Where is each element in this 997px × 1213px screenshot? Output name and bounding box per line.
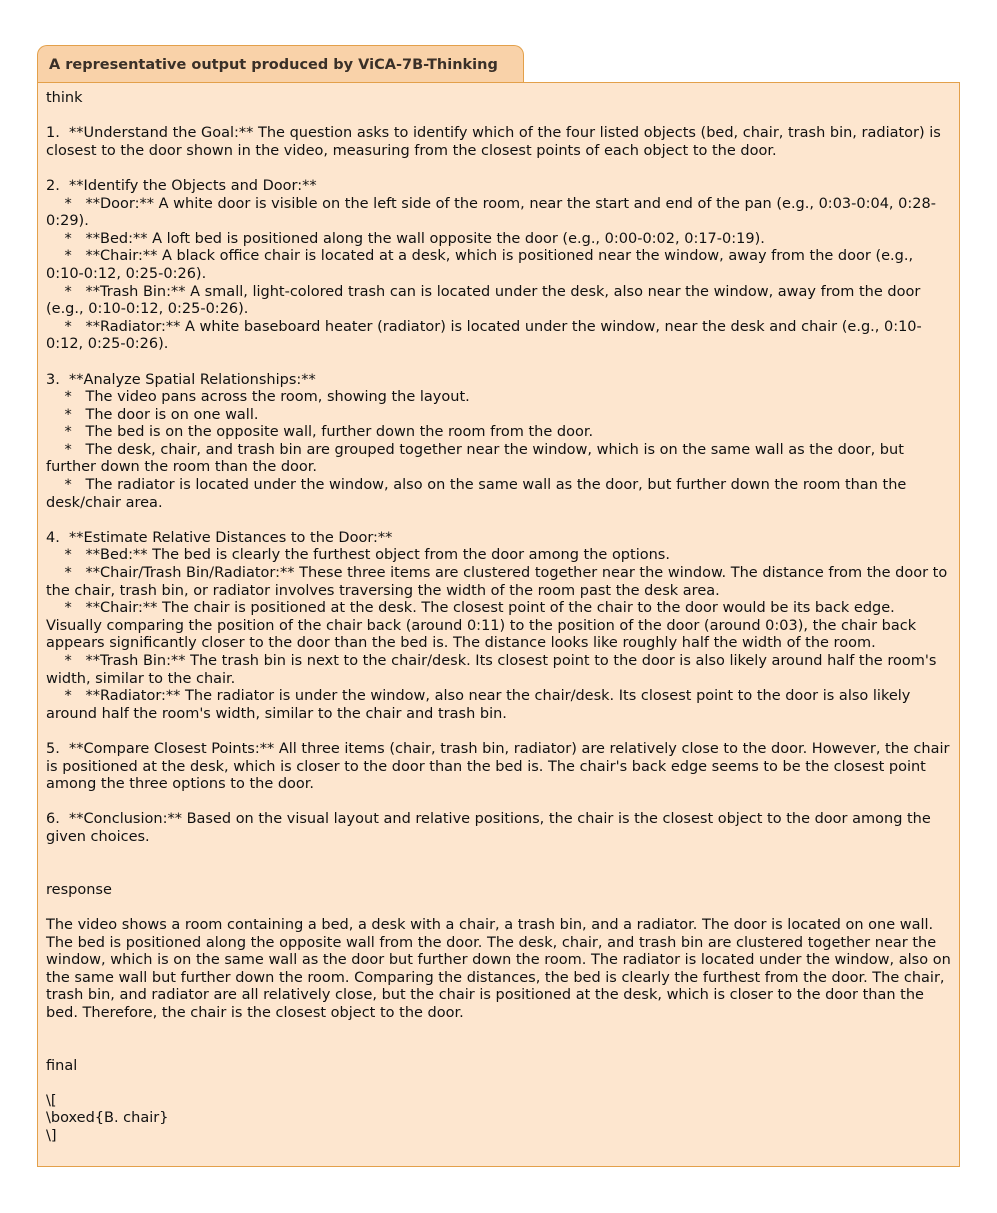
output-title-tab [37,45,524,83]
response-text: The video shows a room containing a bed, a desk with a chair, a trash bin, and a radiator. The door is located on one wall. The bed is positioned along the opposite wall from the door. The desk, chair, and trash bin are clustered together near the window, which is on the same wall as the door but further down the room. The radiator is located under the window, also on the same wall but further down the room. Comparing the distances, the bed is clearly the furthest from the door. The chair, trash bin, and radiator are all relatively close, but the chair is positioned at the desk, which is closer to the door than the bed. Therefore, the chair is the closest object to the door. [46,916,956,1021]
final-label: final [46,1057,78,1074]
final-answer-line: \[ [46,1092,57,1109]
output-panel [37,82,960,1167]
think-step-relative-distances: 4. **Estimate Relative Distances to the Door:** * **Bed:** The bed is clearly the furthest object from the door among the options. * **Chair/Trash Bin/Radiator:** These three items are clustered together near the window. The distance from the door to the chair, trash bin, or radiator involves traversing the width of the room past the desk area. * **Chair:** The chair is positioned at the desk. The closest point of the chair to the door would be its back edge. Visually comparing the position of the chair back (around 0:11) to the position of the door (around 0:03), the chair back appears significantly closer to the door than the bed is. The distance looks like roughly half the width of the room. * **Trash Bin:** The trash bin is next to the chair/desk. Its closest point to the door is also likely around half the room's width, similar to the chair. * **Radiator:** The radiator is under the window, also near the chair/desk. Its closest point to the door is also likely around half the room's width, similar to the chair and trash bin. [46,529,948,722]
think-step-compare-points: 5. **Compare Closest Points:** All three items (chair, trash bin, radiator) are relatively close to the door. However, the chair is positioned at the desk, which is closer to the door than the bed is. The chair's back edge seems to be the closest point among the three options to the door. [46,740,955,793]
final-answer-boxed: \boxed{B. chair} [46,1110,169,1127]
think-step-spatial-relationships: 3. **Analyze Spatial Relationships:** * The video pans across the room, showing the layout. * The door is on one wall. * The bed is on the opposite wall, further down the room from the door. * The desk, chair, and trash bin are grouped together near the window, which is on the same wall as the door, but further down the room than the door. * The radiator is located under the window, also on the same wall as the door, but further down the room than the desk/chair area. [46,371,907,511]
think-step-identify-objects: 2. **Identify the Objects and Door:** * **Door:** A white door is visible on the left side of the room, near the start and end of the pan (e.g., 0:03-0:04, 0:28-0:29). * **Bed:** A loft bed is positioned along the wall opposite the door (e.g., 0:00-0:02, 0:17-0:19). * **Chair:** A black office chair is located at a desk, which is positioned near the window, away from the door (e.g., 0:10-0:12, 0:25-0:26). * **Trash Bin:** A small, light-colored trash can is located under the desk, also near the window, away from the door (e.g., 0:10-0:12, 0:25-0:26). * **Radiator:** A white baseboard heater (radiator) is located under the window, near the desk and chair (e.g., 0:10-0:12, 0:25-0:26). [46,177,936,353]
think-step-conclusion: 6. **Conclusion:** Based on the visual layout and relative positions, the chair is the closest object to the door among the given choices. [46,811,936,845]
output-title: A representative output produced by ViCA-7B-Thinking [49,57,498,73]
think-label: think [46,90,83,106]
think-step-understand-goal: 1. **Understand the Goal:** The question asks to identify which of the four listed objects (bed, chair, trash bin, radiator) is closest to the door shown in the video, measuring from the closest points of each object to the door. [46,125,946,159]
response-label: response [46,881,112,898]
final-answer-line: \] [46,1128,57,1145]
